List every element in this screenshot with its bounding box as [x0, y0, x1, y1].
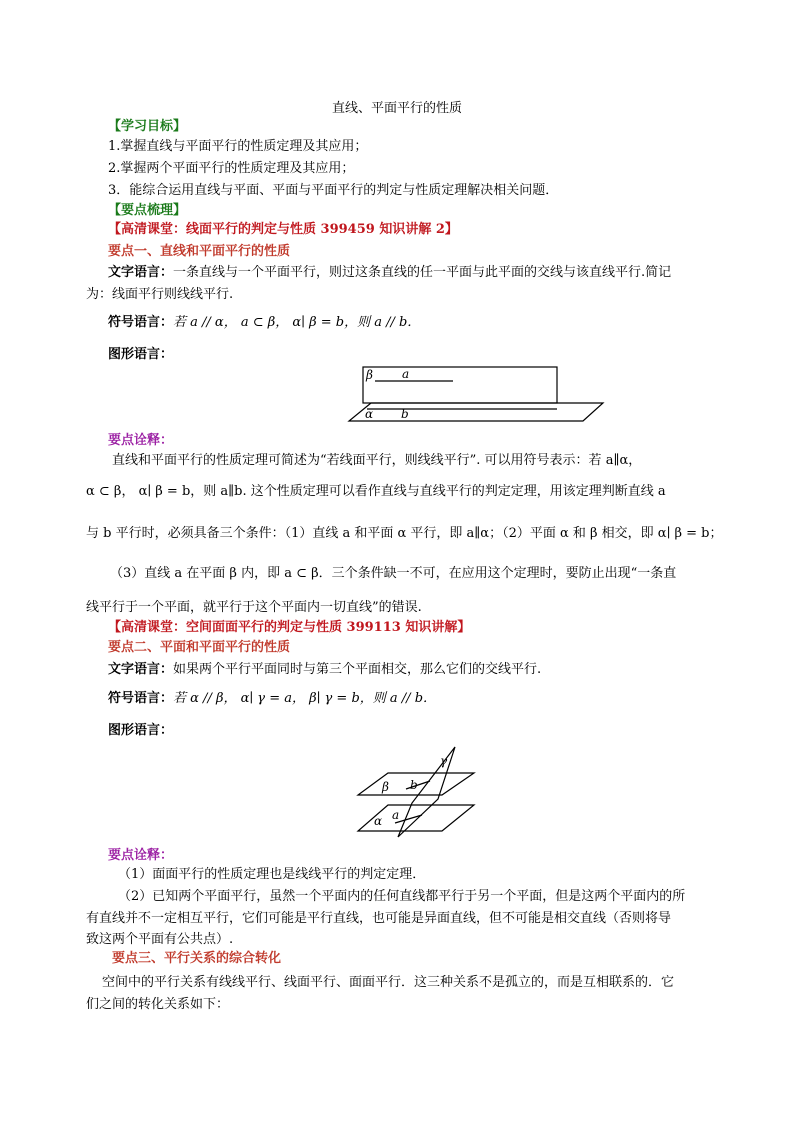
plane-beta-shape — [363, 367, 557, 403]
note-line: α ⊂ β， α∣ β = b，则 a∥b. 这个性质定理可以看作直线与直线平行的判定定理，用该定理判断直线 a — [86, 484, 666, 499]
fig2-label: a — [392, 808, 400, 822]
formula: 若 α // β， α∣ γ = a， β∣ γ = b，则 a // b． — [173, 691, 437, 706]
fig1-label: α — [365, 407, 374, 421]
point-heading-2: 要点二、平面和平面平行的性质 — [108, 640, 291, 655]
line-plane-parallel-figure — [345, 365, 605, 427]
section-header-goals: 【学习目标】 — [108, 119, 187, 134]
plane-plane-parallel-figure — [352, 745, 482, 840]
formula: 若 a // α， a ⊂ β， α∣ β = b，则 a // b． — [173, 315, 421, 330]
lecture-link-1[interactable]: 【高清课堂：线面平行的判定与性质 399459 知识讲解 2】 — [108, 222, 458, 237]
note-line: 直线和平面平行的性质定理可简述为“若线面平行，则线线平行”. 可以用符号表示：若 a∥α， — [112, 453, 642, 468]
note-line: （2）已知两个平面平行，虽然一个平面内的任何直线都平行于另一个平面，但是这两个平面内的所 — [118, 889, 686, 904]
text-language-line-2: 为：线面平行则线线平行. — [86, 287, 234, 302]
note-line: （3）直线 a 在平面 β 内，即 a ⊂ β．三个条件缺一不可，在应用这个定理时，要防止出现“一条直 — [110, 566, 677, 581]
note-label-1: 要点诠释： — [108, 433, 174, 448]
label: 文字语言： — [108, 662, 174, 677]
note-line: 致这两个平面有公共点）. — [86, 932, 234, 947]
fig2-label: α — [374, 814, 383, 828]
section-header-summary: 【要点梳理】 — [108, 203, 187, 218]
note-line: 有直线并不一定相互平行，它们可能是平行直线，也可能是异面直线，但不可能是相交直线（否则将导 — [86, 911, 672, 926]
lecture-link-2[interactable]: 【高清课堂：空间面面平行的判定与性质 399113 知识讲解】 — [108, 620, 471, 635]
note-line: 与 b 平行时，必须具备三个条件：（1）直线 a 和平面 α 平行，即 a∥α；（2）平面 α 和 β 相交，即 α∣ β = b； — [86, 526, 723, 541]
figure-language-label-2: 图形语言： — [108, 723, 174, 738]
note-label-2: 要点诠释： — [108, 848, 174, 863]
note-line: 线平行于一个平面，就平行于这个平面内一切直线”的错误. — [86, 600, 422, 615]
fig2-label: β — [382, 780, 389, 794]
text: 一条直线与一个平面平行，则过这条直线的任一平面与此平面的交线与该直线平行.简记 — [173, 265, 672, 280]
goal-item: 3．能综合运用直线与平面、平面与平面平行的判定与性质定理解决相关问题． — [108, 183, 559, 198]
point-heading-1: 要点一、直线和平面平行的性质 — [108, 244, 291, 259]
label: 符号语言： — [108, 315, 174, 330]
figure-language-label-1: 图形语言： — [108, 347, 174, 362]
goal-item: 2.掌握两个平面平行的性质定理及其应用； — [108, 161, 355, 176]
plane-alpha-shape — [349, 403, 603, 421]
fig2-label: b — [410, 778, 418, 792]
symbol-language-1 — [108, 314, 420, 332]
point-heading-3: 要点三、平行关系的综合转化 — [112, 951, 282, 966]
fig2-label: γ — [440, 754, 448, 768]
text-language-2 — [108, 661, 541, 679]
body-line: 们之间的转化关系如下： — [86, 997, 230, 1012]
label: 文字语言： — [108, 265, 174, 280]
label: 符号语言： — [108, 691, 174, 706]
body-line: 空间中的平行关系有线线平行、线面平行、面面平行．这三种关系不是孤立的，而是互相联系的．它 — [102, 975, 675, 990]
fig1-label: β — [366, 368, 373, 382]
text: 如果两个平行平面同时与第三个平面相交，那么它们的交线平行. — [173, 662, 542, 677]
fig1-label: a — [402, 367, 410, 381]
text-language-line-1 — [108, 264, 671, 282]
symbol-language-2 — [108, 690, 436, 708]
page-title: 直线、平面平行的性质 — [331, 101, 462, 116]
goal-item: 1.掌握直线与平面平行的性质定理及其应用； — [108, 139, 368, 154]
note-line: （1）面面平行的性质定理也是线线平行的判定定理． — [118, 867, 426, 882]
fig1-label: b — [401, 407, 409, 421]
